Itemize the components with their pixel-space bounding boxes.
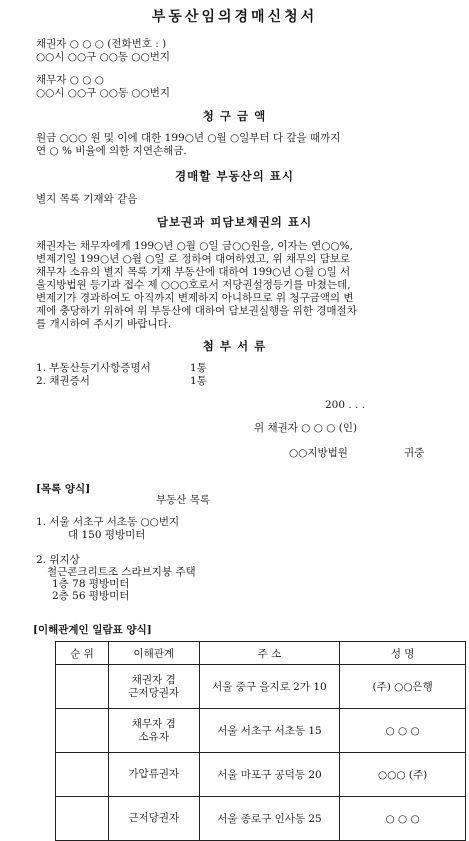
list-form-title: 부동산 목록 [156, 494, 211, 506]
table-header-row [56, 642, 466, 665]
property-heading: 경매할 부동산의 표시 [175, 169, 294, 183]
property-text: 별지 목록 기재와 같음 [36, 193, 138, 205]
table-row [56, 753, 466, 797]
attachments-heading: 첨 부 서 류 [202, 339, 267, 353]
attachment-qty: 1통 [190, 362, 207, 374]
list-item-2-floor1: 1층 78 평방미터 [52, 578, 130, 590]
cell-relation [108, 665, 199, 709]
debtor-address: ○○시 ○○구 ○○동 ○○번지 [36, 87, 171, 99]
security-line: 울지방법원 등기과 접수 제 ○○○호로서 저당권설정등기를 마쳤는데, [36, 279, 351, 291]
security-line: 를 개시하여 주시기 바랍니다. [36, 318, 172, 330]
attachment-label: 1. 부동산등기사항증명서 [36, 362, 151, 374]
cell-rank [56, 753, 109, 797]
cell-relation [108, 709, 199, 753]
relation-line: 채권자 겸 [131, 673, 176, 686]
claim-line: 원금 ○○○ 원 및 이에 대한 199○년 ○월 ○일부터 다 갚을 때까지 [36, 132, 341, 144]
header-address: 주 소 [199, 642, 340, 665]
list-item-2-floor2: 2층 56 평방미터 [52, 590, 130, 602]
cell-relation [108, 797, 199, 841]
list-item-2-structure: 철근콘크리트조 스라브지붕 주택 [47, 566, 196, 578]
cell-rank [56, 665, 109, 709]
cell-relation [108, 753, 199, 797]
sign-court: ○○지방법원 [289, 447, 348, 459]
attachment-label: 2. 채권증서 [36, 375, 90, 387]
relation-line: 채무자 겸 [131, 717, 176, 730]
security-line: 제에 충당하기 위하여 위 부동산에 대하여 담보권실행을 위한 경매절차 [36, 305, 357, 317]
debtor-line: 채무자 ○ ○ ○ [36, 74, 104, 86]
claim-line: 연 ○ % 비율에 의한 지연손해금. [36, 145, 187, 157]
sign-date: 200 . . . [325, 399, 366, 411]
relation-line: 소유자 [138, 730, 169, 743]
creditor-address: ○○시 ○○구 ○○동 ○○번지 [36, 51, 171, 63]
cell-address: 서울 중구 을지로 2가 10 [199, 665, 340, 709]
cell-name: (주) ○○은행 [340, 665, 466, 709]
list-form-tag: [목록 양식] [36, 483, 91, 495]
security-line: 채권자는 채무자에게 199○년 ○월 ○일 금○○원을, 이자는 연○○%, [36, 240, 353, 252]
table-row [56, 797, 466, 841]
cell-address: 서울 마포구 공덕동 20 [199, 753, 340, 797]
cell-rank [56, 797, 109, 841]
document-title: 부동산임의경매신청서 [151, 9, 318, 25]
list-item-2: 2. 위지상 [36, 554, 80, 566]
security-line: 변제기일 199○년 ○월 ○일 로 정하여 대여하였고, 위 채무의 담보로 [36, 253, 351, 265]
list-item-1: 1. 서울 서초구 서초동 ○○번지 [36, 516, 180, 528]
header-relation: 이해관계 [108, 642, 199, 665]
cell-name: ○○○ (주) [340, 753, 466, 797]
relation-line: 근저당권자 [128, 686, 180, 699]
list-item-1-area: 대 150 평방미터 [68, 529, 146, 541]
table-row [56, 665, 466, 709]
table-row [56, 709, 466, 753]
cell-name: ○ ○ ○ [340, 797, 466, 841]
cell-address: 서울 종로구 인사동 25 [199, 797, 340, 841]
relation-line: 가압류권자 [128, 768, 180, 780]
security-line: 변제기가 경과하여도 아직까지 변제하지 아니하므로 위 청구금액의 변 [36, 292, 354, 304]
claim-heading: 청 구 금 액 [202, 109, 267, 123]
cell-name: ○ ○ ○ [340, 709, 466, 753]
relation-line: 근저당권자 [128, 812, 180, 824]
cell-address: 서울 서초구 서초동 15 [199, 709, 340, 753]
attachment-qty: 1통 [190, 375, 207, 387]
security-line: 채무자 소유의 별지 목록 기재 부동산에 대하여 199○년 ○월 ○일 서 [36, 266, 351, 278]
sign-applicant: 위 채권자 ○ ○ ○ (인) [254, 422, 358, 434]
creditor-line: 채권자 ○ ○ ○ (전화번호 : ) [36, 38, 167, 50]
sign-recipient: 귀중 [404, 447, 425, 459]
security-heading: 담보권과 피담보채권의 표시 [156, 215, 313, 229]
cell-rank [56, 709, 109, 753]
header-rank: 순 위 [56, 642, 109, 665]
header-name: 성 명 [340, 642, 466, 665]
relations-form-tag: [이해관계인 일람표 양식] [33, 624, 152, 636]
relations-table [55, 641, 466, 841]
